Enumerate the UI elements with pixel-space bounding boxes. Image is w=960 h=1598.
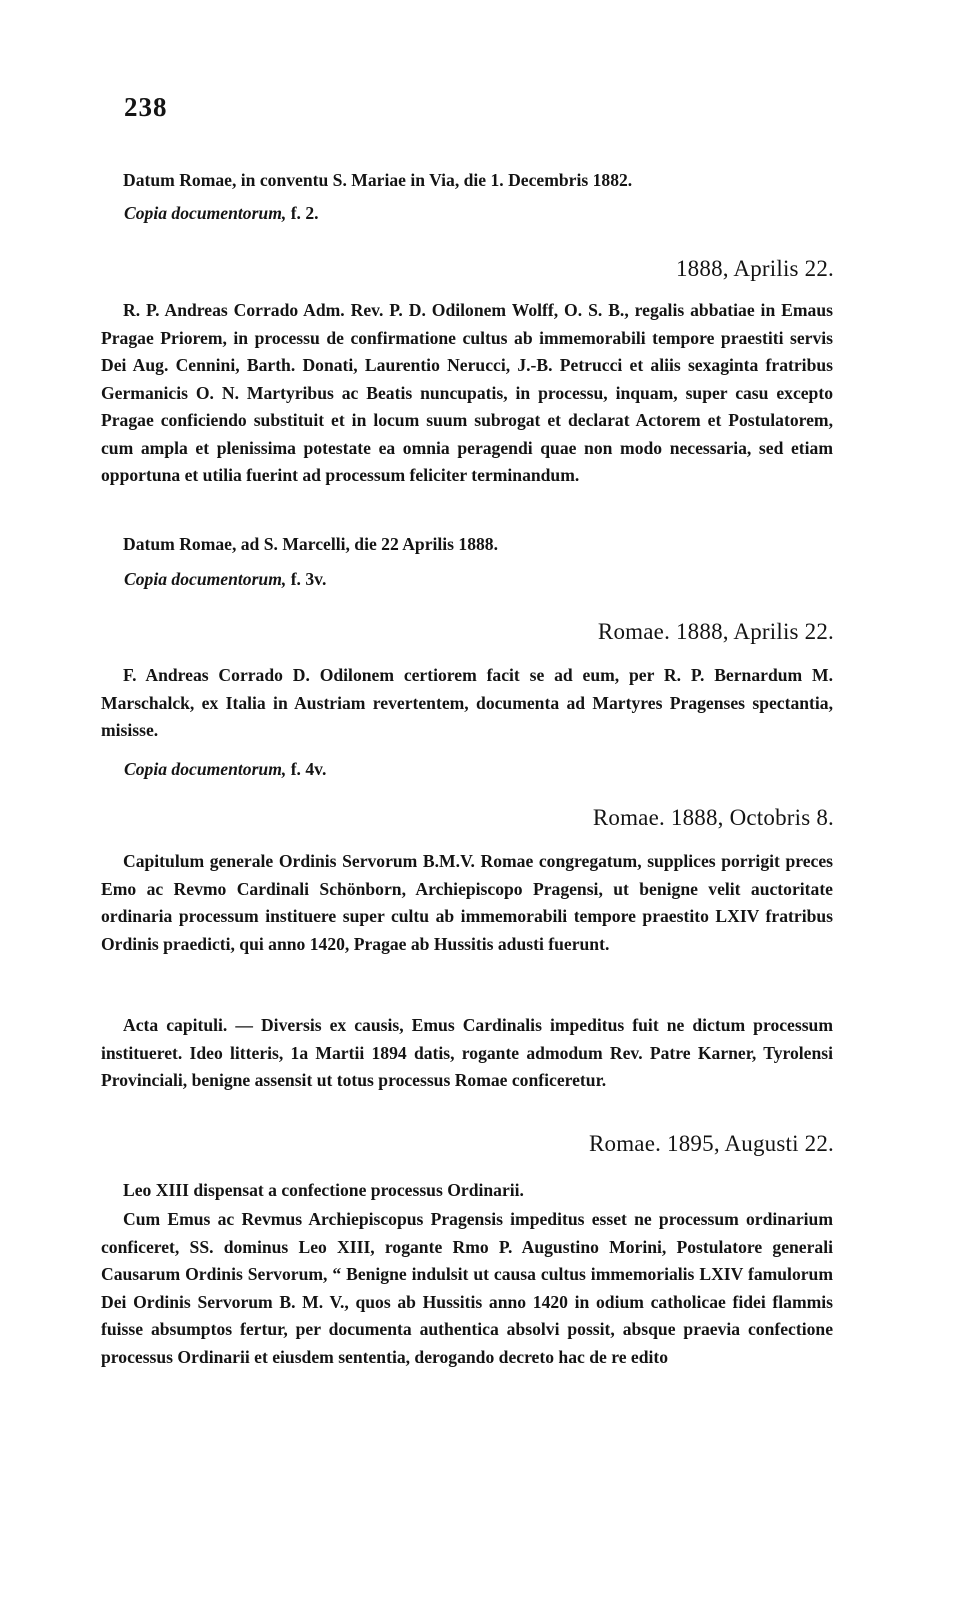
paragraph: Capitulum generale Ordinis Servorum B.M.V. Romae congregatum, supplices porrigit preces Emo ac Revmo Cardinali Schönborn, Archiepiscopo Pragensi, ut benigne velit auctoritate ordinaria processum instituere super cultu ab immemorabili tempore praestito LXIV fratribus Ordinis praedicti, qui anno 1420, Pragae ab Hussitis adusti fuerunt.	[101, 851, 833, 954]
page-number: 238	[124, 92, 168, 122]
section-heading: Romae. 1888, Aprilis 22.	[597, 619, 834, 644]
copia-label: Copia documentorum,	[124, 759, 287, 779]
paragraph: F. Andreas Corrado D. Odilonem certiorem facit se ad eum, per R. P. Bernardum M. Marschalck, ex Italia in Austriam revertentem, documenta ad Martyres Pragenses spectantia, misisse.	[101, 665, 833, 740]
copia-label: Copia documentorum,	[124, 203, 287, 223]
paragraph: Cum Emus ac Revmus Archiepiscopus Pragensis impeditus esset ne processum ordinarium conficeret, SS. dominus Leo XIII, rogante Rmo P. Augustino Morini, Postulatore generali Causarum Ordinis Servorum, “ Benigne indulsit ut causa cultus immemorialis LXIV famulorum Dei Ordinis Servorum B. M. V., quos ab Hussitis anno 1420 in odium catholicae fidei flammis fuisse absumptos fertur, per documenta authentica absolvi possit, absque praevia confectione processus Ordinarii et eiusdem sententia, derogando decreto hac de re edito	[101, 1209, 833, 1367]
paragraph: R. P. Andreas Corrado Adm. Rev. P. D. Odilonem Wolff, O. S. B., regalis abbatiae in Emaus Pragae Priorem, in processu de confirmatione cultus ab immemorabili tempore praestiti servis Dei Aug. Cennini, Barth. Donati, Laurentio Nerucci, J.-B. Petrucci et aliis sexaginta fratribus Germanicis O. N. Martyribus ac Beatis nuncupatis, in processu, inquam, super casu excepto Pragae conficiendo substituit et in locum suum subrogat et declarat Actorem et Postulatorem, cum ampla et plenissima potestate ea omnia peragendi quae non modo necessaria, sed etiam opportuna et utilia fuerint ad processum feliciter terminandum.	[101, 300, 833, 485]
copia-reference	[124, 569, 326, 590]
section-heading: Romae. 1888, Octobris 8.	[592, 805, 834, 830]
copia-folio: f. 2.	[290, 203, 319, 223]
dating-line: Datum Romae, ad S. Marcelli, die 22 Aprilis 1888.	[123, 534, 498, 554]
copia-label: Copia documentorum,	[124, 569, 287, 589]
dating-line: Datum Romae, in conventu S. Mariae in Via, die 1. Decembris 1882.	[123, 170, 633, 190]
paragraph: Acta capituli. — Diversis ex causis, Emus Cardinalis impeditus fuit ne dictum processum institueret. Ideo litteris, 1a Martii 1894 datis, rogante admodum Rev. Patre Karner, Tyrolensi Provinciali, benigne assensit ut totus processus Romae conficeretur.	[101, 1015, 833, 1090]
copia-reference	[124, 759, 326, 780]
copia-folio: f. 3v.	[290, 569, 327, 589]
section-heading: 1888, Aprilis 22.	[675, 256, 834, 281]
section-heading: Romae. 1895, Augusti 22.	[588, 1131, 834, 1156]
copia-reference	[124, 203, 319, 224]
copia-folio: f. 4v.	[290, 759, 327, 779]
paragraph: Leo XIII dispensat a confectione processus Ordinarii.	[123, 1180, 524, 1200]
